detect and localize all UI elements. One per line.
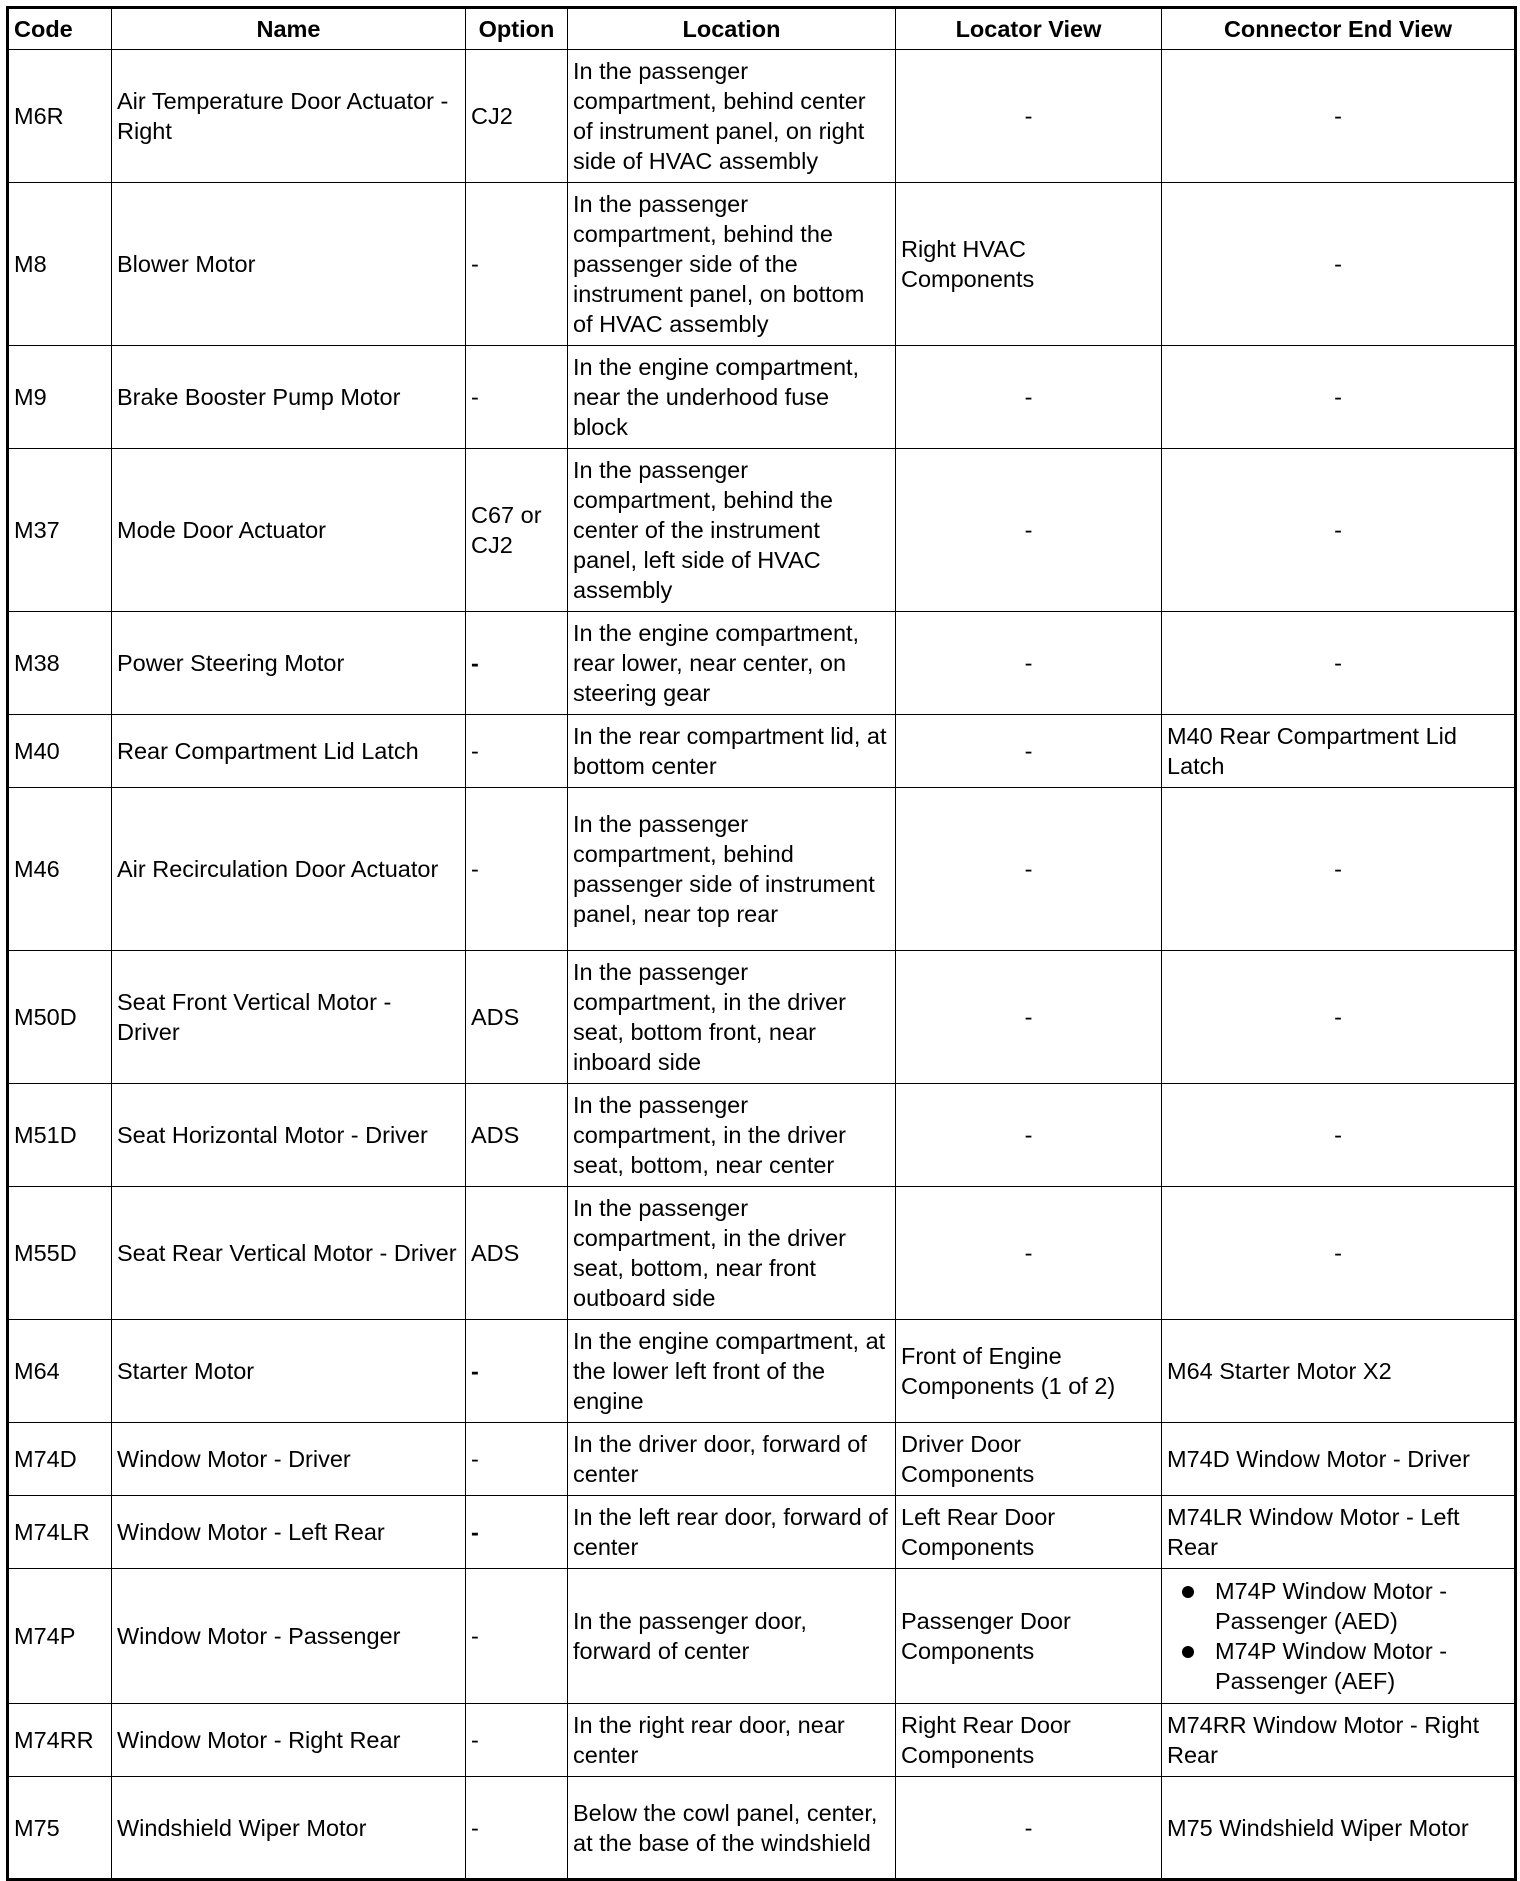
cell-code: M74LR [8,1496,112,1569]
header-name: Name [112,8,466,50]
cell-connector-end-view: - [1162,449,1516,612]
cell-connector-end-view: - [1162,1187,1516,1320]
cell-option: ADS [466,1084,568,1187]
cell-location: In the passenger compartment, in the driver seat, bottom front, near inboard side [568,951,896,1084]
cell-locator-view: - [896,346,1162,449]
table-row [8,1569,1516,1704]
cell-option: - [466,715,568,788]
cell-name: Window Motor - Right Rear [112,1704,466,1777]
cell-connector-end-view: M64 Starter Motor X2 [1162,1320,1516,1423]
cell-name: Air Temperature Door Actuator - Right [112,50,466,183]
table-row [8,346,1516,449]
cell-option: - [466,1777,568,1880]
cell-code: M8 [8,183,112,346]
cell-locator-view: Right Rear Door Components [896,1704,1162,1777]
cell-connector-end-view: - [1162,951,1516,1084]
cell-locator-view: Passenger Door Components [896,1569,1162,1704]
cell-connector-end-view: - [1162,1084,1516,1187]
cell-locator-view: - [896,1777,1162,1880]
cell-locator-view: - [896,449,1162,612]
cell-name: Seat Horizontal Motor - Driver [112,1084,466,1187]
cell-option: - [466,1423,568,1496]
cell-name: Air Recirculation Door Actuator [112,788,466,951]
cell-name: Window Motor - Driver [112,1423,466,1496]
header-code: Code [8,8,112,50]
cell-location: Below the cowl panel, center, at the base of the windshield [568,1777,896,1880]
cell-code: M64 [8,1320,112,1423]
header-locator-view: Locator View [896,8,1162,50]
header-row [8,8,1516,50]
cell-location: In the rear compartment lid, at bottom center [568,715,896,788]
components-table [6,6,1517,1881]
cell-location: In the passenger compartment, behind center of instrument panel, on right side of HVAC assembly [568,50,896,183]
list-item: M74P Window Motor - Passenger (AEF) [1215,1636,1509,1696]
cell-location: In the engine compartment, at the lower left front of the engine [568,1320,896,1423]
cell-code: M38 [8,612,112,715]
table-row [8,1423,1516,1496]
cell-location: In the driver door, forward of center [568,1423,896,1496]
header-connector-end-view: Connector End View [1162,8,1516,50]
cell-location: In the passenger compartment, behind the center of the instrument panel, left side of HVAC assembly [568,449,896,612]
cell-option: - [466,183,568,346]
cell-locator-view: - [896,715,1162,788]
cell-code: M40 [8,715,112,788]
table-row [8,715,1516,788]
cell-connector-end-view: - [1162,346,1516,449]
cell-connector-end-view: - [1162,612,1516,715]
cell-code: M51D [8,1084,112,1187]
cell-locator-view: - [896,612,1162,715]
cell-name: Power Steering Motor [112,612,466,715]
table-row [8,449,1516,612]
header-option: Option [466,8,568,50]
table-row [8,1704,1516,1777]
cell-option: - [466,1496,568,1569]
cell-option: - [466,1569,568,1704]
cell-name: Seat Rear Vertical Motor - Driver [112,1187,466,1320]
cell-location: In the passenger compartment, behind passenger side of instrument panel, near top rear [568,788,896,951]
cell-code: M6R [8,50,112,183]
cell-name: Window Motor - Left Rear [112,1496,466,1569]
cell-name: Windshield Wiper Motor [112,1777,466,1880]
cell-option: ADS [466,1187,568,1320]
cell-location: In the passenger compartment, in the driver seat, bottom, near center [568,1084,896,1187]
cell-option: ADS [466,951,568,1084]
cell-location: In the engine compartment, rear lower, near center, on steering gear [568,612,896,715]
table-row [8,183,1516,346]
cell-connector-end-view: - [1162,788,1516,951]
cell-code: M74RR [8,1704,112,1777]
cell-connector-end-view: M74D Window Motor - Driver [1162,1423,1516,1496]
cell-name: Brake Booster Pump Motor [112,346,466,449]
table-row [8,1320,1516,1423]
table-row [8,50,1516,183]
table-row [8,1084,1516,1187]
connector-end-view-list [1167,1576,1509,1696]
cell-name: Seat Front Vertical Motor - Driver [112,951,466,1084]
table-row [8,1777,1516,1880]
cell-option: CJ2 [466,50,568,183]
cell-location: In the left rear door, forward of center [568,1496,896,1569]
cell-option: - [466,346,568,449]
cell-code: M75 [8,1777,112,1880]
table-row [8,1496,1516,1569]
cell-code: M55D [8,1187,112,1320]
cell-name: Mode Door Actuator [112,449,466,612]
cell-name: Rear Compartment Lid Latch [112,715,466,788]
cell-option: - [466,1704,568,1777]
cell-location: In the passenger compartment, in the driver seat, bottom, near front outboard side [568,1187,896,1320]
cell-location: In the engine compartment, near the underhood fuse block [568,346,896,449]
cell-locator-view: Right HVAC Components [896,183,1162,346]
cell-locator-view: Front of Engine Components (1 of 2) [896,1320,1162,1423]
cell-locator-view: - [896,1084,1162,1187]
cell-locator-view: - [896,1187,1162,1320]
cell-code: M74D [8,1423,112,1496]
table-row [8,612,1516,715]
cell-connector-end-view: - [1162,183,1516,346]
header-location: Location [568,8,896,50]
table-row [8,951,1516,1084]
cell-connector-end-view [1162,1569,1516,1704]
cell-option: - [466,1320,568,1423]
table-row [8,788,1516,951]
cell-locator-view: - [896,788,1162,951]
cell-connector-end-view: M74LR Window Motor - Left Rear [1162,1496,1516,1569]
cell-connector-end-view: M74RR Window Motor - Right Rear [1162,1704,1516,1777]
cell-location: In the right rear door, near center [568,1704,896,1777]
cell-name: Starter Motor [112,1320,466,1423]
list-item: M74P Window Motor - Passenger (AED) [1215,1576,1509,1636]
cell-code: M37 [8,449,112,612]
cell-location: In the passenger compartment, behind the passenger side of the instrument panel, on bottom of HVAC assembly [568,183,896,346]
cell-option: - [466,612,568,715]
cell-locator-view: Driver Door Components [896,1423,1162,1496]
cell-locator-view: - [896,951,1162,1084]
cell-locator-view: - [896,50,1162,183]
cell-code: M46 [8,788,112,951]
cell-name: Blower Motor [112,183,466,346]
cell-option: - [466,788,568,951]
cell-code: M50D [8,951,112,1084]
cell-code: M74P [8,1569,112,1704]
cell-location: In the passenger door, forward of center [568,1569,896,1704]
table-row [8,1187,1516,1320]
cell-locator-view: Left Rear Door Components [896,1496,1162,1569]
cell-connector-end-view: M40 Rear Compartment Lid Latch [1162,715,1516,788]
cell-code: M9 [8,346,112,449]
cell-option: C67 or CJ2 [466,449,568,612]
cell-connector-end-view: M75 Windshield Wiper Motor [1162,1777,1516,1880]
cell-name: Window Motor - Passenger [112,1569,466,1704]
cell-connector-end-view: - [1162,50,1516,183]
